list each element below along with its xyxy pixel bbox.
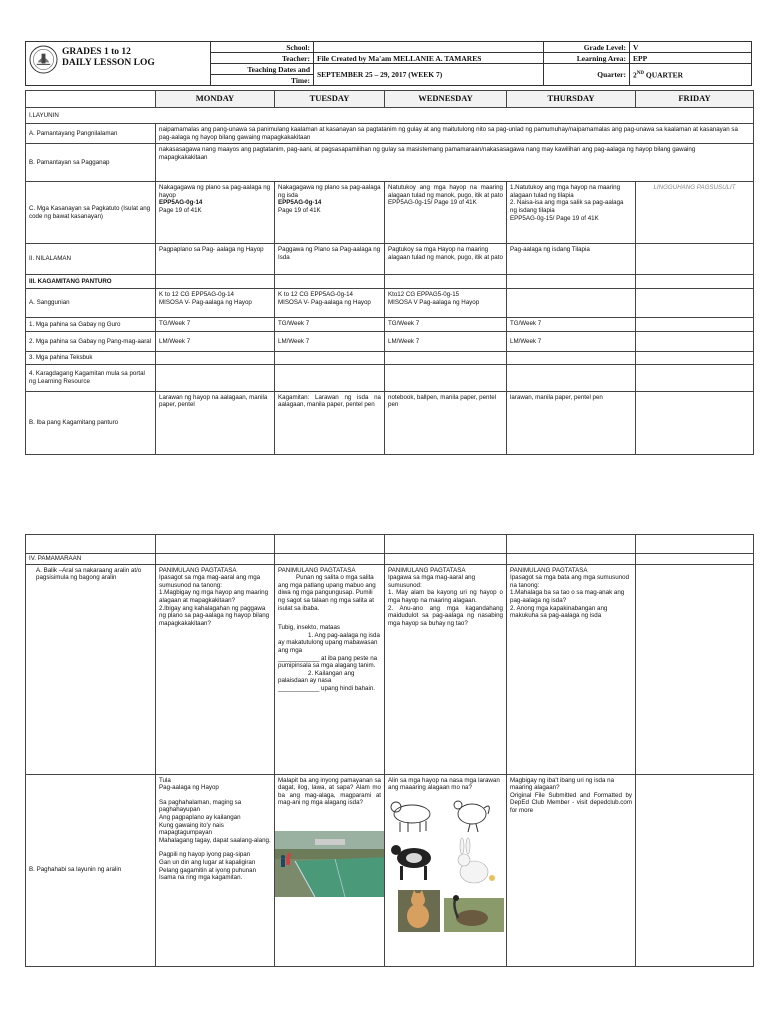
empty-cell: [636, 774, 754, 966]
paghahabi-label: B. Paghahabi sa layunin ng aralin: [26, 774, 156, 966]
lm-wednesday: LM/Week 7: [385, 332, 507, 352]
pag-thu-2: Original File Submitted and Formatted by DepEd Club Member - visit depedclub.com for more: [510, 791, 632, 814]
pag-mon-6: Mahalagang tagay, dapat saalang-alang.: [159, 836, 271, 844]
balik-mon-4: mapagkakakitaan?: [159, 619, 211, 627]
sanggunian-label: A. Sanggunian: [26, 289, 156, 318]
corner-cell: [26, 91, 156, 108]
kasanayan-tue-2: EPP5AG-0g-14: [278, 199, 322, 207]
empty-cell: [275, 364, 385, 391]
kasanayan-monday: [156, 182, 275, 244]
empty-cell: [156, 352, 275, 365]
gabay-label: 1. Mga pahina sa Gabay ng Guro: [26, 318, 156, 332]
sanggunian-mon-1: K to 12 CG EPP5AG-0g-14: [159, 291, 234, 299]
kasanayan-mon-2: EPP5AG-0g-14: [159, 199, 203, 207]
balik-mon-2: 1.Magbigay ng mga hayop ang maaring alagaan at mapagkakitaan?: [159, 589, 269, 604]
pagganap-text-2: mapagkakakitaan: [159, 153, 208, 161]
goose-photo-icon: [444, 895, 504, 932]
sanggunian-wednesday: [385, 289, 507, 318]
kasanayan-thursday: [507, 182, 636, 244]
empty-cell: [507, 554, 636, 565]
empty-cell: [275, 275, 385, 289]
kasanayan-mon-1: Nakagagawa ng plano sa pag-aalaga ng hayop: [159, 184, 271, 199]
balik-wed-3: 2. Anu-ano ang mga kagandahang maidudulot sa pag-aalaga ng nasabing mga hayop sa buhay ng tao?: [388, 604, 503, 627]
empty-cell: [636, 332, 754, 352]
panimula-tue: PANIMULANG PAGTATASA: [278, 566, 356, 574]
nilalaman-tuesday: Paggawa ng Plano sa Pag-aalaga ng Isda: [275, 244, 385, 275]
pag-mon-9: Pelang gagamitin at iyong puhunan: [159, 866, 257, 874]
day-tuesday: TUESDAY: [275, 91, 385, 108]
kasanayan-thu-1: 1.Natutukoy ang mga hayop na maaring alagaan tulad ng tilapia: [510, 184, 621, 199]
day-thursday: THURSDAY: [507, 91, 636, 108]
quarter-label: Quarter:: [544, 64, 630, 86]
kasanayan-wednesday: [385, 182, 507, 244]
rabbit-photo-icon: [458, 838, 495, 883]
pag-thu-1: Magbigay ng iba't ibang uri ng isda na maaring alagaan?: [510, 776, 615, 792]
pag-tue-1: Malapit ba ang inyong pamayanan sa dagat, ilog, lawa, at sapa? Alam mo ba ang mag-alaga, magparami at mag-ani ng mga alagang isda?: [278, 776, 381, 807]
balik-thursday: [507, 564, 636, 774]
balik-tue-1: Punan ng salita o mga salita ang mga patlang upang mabuo ang diwa ng mga pangungusap. Pumili ng sagot sa talaan ng mga salita at isulat sa ibaba.: [278, 574, 376, 612]
nilalaman-thursday: Pag-aalaga ng isdang Tilapia: [507, 244, 636, 275]
dog-sketch-icon: [391, 802, 430, 832]
gabay-monday: TG/Week 7: [156, 318, 275, 332]
empty-cell: [385, 352, 507, 365]
empty-cell: [507, 275, 636, 289]
empty-cell: [156, 535, 275, 554]
kasanayan-wed-2: EPP5AG-0g-15/ Page 19 of 41K: [388, 199, 477, 207]
kasanayan-thu-2: 2. Naisa-isa ang mga salik sa pag-aalaga ng isdang tilapia: [510, 199, 624, 214]
kasanayan-tuesday: [275, 182, 385, 244]
pag-mon-8: Gan un din ang lugar at kapaligiran: [159, 858, 256, 866]
layunin-heading: I.LAYUNIN: [26, 108, 754, 124]
balik-wednesday: [385, 564, 507, 774]
panimula-wed: PANIMULANG PAGTATASA: [388, 566, 466, 574]
empty-cell: [636, 352, 754, 365]
area-label: Learning Area:: [544, 53, 630, 64]
pag-mon-10: Isama na ring mga kagamitan.: [159, 874, 243, 882]
empty-cell: [156, 554, 275, 565]
iba-monday: Larawan ng hayop na aalagaan, manila paper, pentel: [156, 391, 275, 454]
empty-cell: [636, 554, 754, 565]
quarter-value: 2ND QUARTER: [630, 64, 752, 86]
grade-label: Grade Level:: [544, 42, 630, 53]
friday-assessment: LINGGUHANG PAGSUSULIT: [636, 182, 754, 244]
empty-cell: [636, 275, 754, 289]
dates-label-line1: Teaching Dates and: [211, 64, 314, 75]
empty-cell: [507, 289, 636, 318]
teacher-label: Teacher:: [211, 53, 314, 64]
paghahabi-tuesday: [275, 774, 385, 966]
empty-cell: [385, 535, 507, 554]
nilalaman-wednesday: Pagtukoy sa mga Hayop na maaring alagaan tulad ng manok, pugo, itik at pato: [385, 244, 507, 275]
kagamitan-heading: III. KAGAMITANG PANTURO: [26, 275, 156, 289]
balik-mon-1: Ipasagot sa mga mag-aaral ang mga sumusunod na tanong:: [159, 574, 261, 589]
balik-thu-2: 1.Mahalaga ba sa tao o sa mag-anak ang pag-aalaga ng isda?: [510, 589, 625, 604]
pag-wed-1: Alin sa mga hayop na nasa mga larawan ang maaaring alagaan mo na?: [388, 776, 500, 792]
balik-wed-1: Ipagawa sa mga mag-aaral ang sumusunod:: [388, 574, 476, 589]
nilalaman-monday: Pagpaplano sa Pag- aalaga ng Hayop: [156, 244, 275, 275]
paghahabi-monday: [156, 774, 275, 966]
pag-mon-5: Kung gawaing ito'y nais mapagtagumpayan: [159, 821, 224, 837]
balik-monday: [156, 564, 275, 774]
panimula-mon: PANIMULANG PAGTATASA: [159, 566, 237, 574]
kasanayan-thu-3: EPP5AG-0g-15/ Page 19 of 41K: [510, 214, 599, 222]
iba-wednesday: notebook, ballpen, manila paper, pentel pen: [385, 391, 507, 454]
balik-tue-3: 1. Ang pag-aalaga ng isda ay makatutulong upang mabawasan ang mga: [278, 631, 380, 654]
empty-cell: [385, 364, 507, 391]
pag-mon-2: Pag-aalaga ng Hayop: [159, 784, 219, 792]
lm-monday: LM/Week 7: [156, 332, 275, 352]
school-label: School:: [211, 42, 314, 53]
nilalaman-label: II. NILALAMAN: [26, 244, 156, 275]
lm-label: 2. Mga pahina sa Gabay ng Pang-mag-aaral: [26, 332, 156, 352]
balik-wed-2: 1. May alam ba kayong uri ng hayop o mga hayop na maaring alagaan.: [388, 589, 503, 604]
balik-tuesday: [275, 564, 385, 774]
iba-thursday: larawan, manila paper, pentel pen: [507, 391, 636, 454]
header-logo-cell: [26, 42, 211, 86]
gabay-thursday: TG/Week 7: [507, 318, 636, 332]
pamamaraan-heading: IV. PAMAMARAAN: [26, 554, 156, 565]
lm-thursday: LM/Week 7: [507, 332, 636, 352]
dates-value: SEPTEMBER 25 – 29, 2017 (WEEK 7): [314, 64, 544, 86]
animal-pictures: [388, 794, 504, 932]
objectives-table: [25, 90, 754, 455]
log-title-line1: GRADES 1 to 12: [62, 47, 131, 57]
empty-cell: [275, 352, 385, 365]
iba-label: B. Iba pang Kagamitang panturo: [26, 391, 156, 454]
empty-cell: [507, 535, 636, 554]
log-title-line2: DAILY LESSON LOG: [62, 58, 155, 68]
empty-cell: [385, 275, 507, 289]
empty-cell: [507, 352, 636, 365]
karagdagang-label: 4. Karagdagang Kagamitan mula sa portal ng Learning Resource: [26, 364, 156, 391]
pangnilalaman-text: naipamamalas ang pang-unawa sa panimulang kaalaman at kasanayan sa pagtatanim ng gulay at ang maitutulong nito sa pag-unlad ng pamumuhay/naipamamalas ang pag-unawa sa kaalaman at kasanayan sa pag-aalaga ng hayop bilang gawaing mapagkakakitaan: [156, 124, 754, 144]
pag-mon-4: Ang pagpaplano ay kailangan: [159, 813, 241, 821]
kasanayan-wed-1: Natutukoy ang mga hayop na maaring alagaan tulad ng manok, pugo, itik at pato: [388, 184, 503, 199]
pangnilalaman-label: A. Pamantayang Pangnilalaman: [26, 124, 156, 144]
sanggunian-tue-1: K to 12 CG EPP5AG-0g-14: [278, 291, 353, 299]
empty-cell: [636, 289, 754, 318]
empty-cell: [507, 364, 636, 391]
header-table: [25, 41, 752, 86]
sanggunian-wed-1: Kto12 CG EPPAG5-0g-15: [388, 291, 460, 299]
empty-cell: [636, 391, 754, 454]
kasanayan-tue-1: Nakagagawa ng plano sa pag-aalaga ng isda: [278, 184, 381, 199]
area-value: EPP: [630, 53, 752, 64]
empty-cell: [636, 364, 754, 391]
grade-value: V: [630, 42, 752, 53]
empty-cell: [385, 554, 507, 565]
balik-tue-2: Tubig, insekto, mataas: [278, 624, 341, 632]
school-value: [314, 42, 544, 53]
balik-thu-3: 2. Anong mga kapakinabangan ang makukuha sa pag-aalaga ng isda: [510, 604, 608, 620]
empty-cell: [275, 535, 385, 554]
teacher-value: File Created by Ma'am MELLANIE A. TAMARES: [314, 53, 544, 64]
cat-photo-icon: [398, 890, 440, 932]
balik-tue-6: ____________ upang hindi bahain.: [278, 684, 376, 692]
procedure-table: [25, 534, 754, 967]
kasanayan-mon-3: Page 19 of 41K: [159, 206, 202, 214]
sanggunian-monday: [156, 289, 275, 318]
empty-cell: [156, 275, 275, 289]
balik-tue-4: ____________ at iba pang peste na pumipinsala sa mga alagang tanim.: [278, 654, 378, 670]
lm-tuesday: LM/Week 7: [275, 332, 385, 352]
kasanayan-tue-3: Page 19 of 41K: [278, 206, 321, 214]
pag-mon-1: Tula: [159, 776, 171, 784]
pag-mon-3: Sa paghahalaman, maging sa paghahayupan: [159, 798, 242, 814]
pag-mon-7: Pagpili ng hayop iyong pag-sipan: [159, 851, 251, 859]
empty-cell: [636, 318, 754, 332]
day-monday: MONDAY: [156, 91, 275, 108]
pagganap-text: [156, 144, 754, 182]
nilalaman-friday: [636, 244, 754, 275]
gabay-tuesday: TG/Week 7: [275, 318, 385, 332]
chicken-sketch-icon: [454, 801, 489, 832]
teksbuk-label: 3. Mga pahina Teksbuk: [26, 352, 156, 365]
panimula-thu: PANIMULANG PAGTATASA: [510, 566, 588, 574]
pagganap-text-1: nakasasagawa nang maayos ang pagtatanim, pag-aani, at pagsasapamilihan ng gulay sa masistemang pamamaraan/nakasasagawa nang may kawilihan ang pag-aalaga ng hayop bilang gawaing: [159, 146, 696, 154]
goat-photo-icon: [388, 838, 438, 886]
iba-tuesday: Kagamitan: Larawan ng isda na aalagaan, manila paper, pentel pen: [275, 391, 385, 454]
empty-cell: [26, 535, 156, 554]
balik-tue-5: 2. Kailangan ang palaisdaan ay nasa: [278, 669, 355, 685]
pagganap-label: B. Pamantayan sa Pagganap: [26, 144, 156, 182]
dates-label-line2: Time:: [211, 75, 314, 86]
paghahabi-thursday: [507, 774, 636, 966]
sanggunian-tue-2: MISOSA V- Pag-aalaga ng Hayop: [278, 298, 371, 306]
empty-cell: [636, 535, 754, 554]
gabay-wednesday: TG/Week 7: [385, 318, 507, 332]
sanggunian-tuesday: [275, 289, 385, 318]
empty-cell: [636, 564, 754, 774]
fish-pond-photo: [275, 831, 385, 897]
balik-mon-3: 2.Ibigay ang kahalagahan ng paggawa ng plano sa pag-aalaga ng hayop bilang: [159, 604, 270, 620]
sanggunian-mon-2: MISOSA V- Pag-aalaga ng Hayop: [159, 298, 252, 306]
balik-aral-label: A. Balik –Aral sa nakaraang aralin at/o pagsisimula ng bagong aralin: [26, 564, 156, 774]
deped-seal-icon: [29, 45, 58, 74]
kasanayan-label: C. Mga Kasanayan sa Pagkatuto (Isulat ang code ng bawat kasanayan): [26, 182, 156, 244]
day-wednesday: WEDNESDAY: [385, 91, 507, 108]
empty-cell: [275, 554, 385, 565]
balik-thu-1: Ipasagot sa mga bata ang mga sumusunod na tanong:: [510, 574, 630, 589]
day-friday: FRIDAY: [636, 91, 754, 108]
sanggunian-wed-2: MISOSA V Pag-aalaga ng Hayop: [388, 298, 480, 306]
empty-cell: [156, 364, 275, 391]
paghahabi-wednesday: [385, 774, 507, 966]
